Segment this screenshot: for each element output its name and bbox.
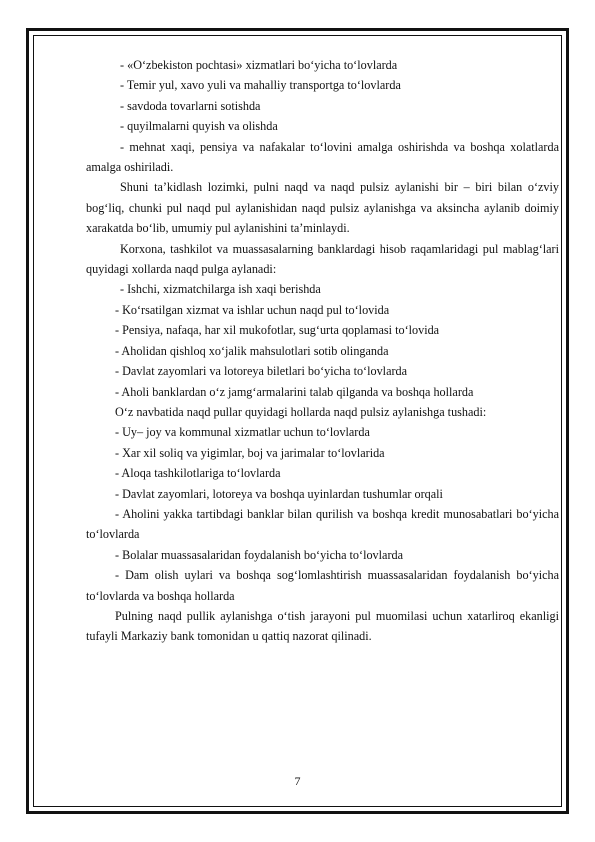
paragraph: - Aholi banklardan o‘z jamg‘armalarini talab qilganda va boshqa hollarda	[115, 384, 474, 399]
paragraph: - «O‘zbekiston pochtasi» xizmatlari bo‘yicha to‘lovlarda	[120, 58, 398, 72]
paragraph: - Davlat zayomlari, lotoreya va boshqa uyinlardan tushumlar orqali	[115, 486, 443, 501]
paragraph: - Aloqa tashkilotlariga to‘lovlarda	[115, 466, 281, 481]
paragraph: - Dam olish uylari va boshqa sog‘lomlashtirish muassasalaridan foydalanish bo‘yicha to‘lovlarda va boshqa hollarda	[86, 568, 559, 603]
paragraph: - Davlat zayomlari va lotoreya biletlari bo‘yicha to‘lovlarda	[115, 364, 408, 379]
paragraph: - mehnat xaqi, pensiya va nafakalar to‘lovini amalga oshirishda va boshqa xolatlarda amalga oshiriladi.	[86, 139, 559, 175]
paragraph: - quyilmalarni quyish va olishda	[120, 119, 278, 134]
paragraph: - Xar xil soliq va yigimlar, boj va jarimalar to‘lovlarida	[115, 445, 385, 460]
paragraph: Shuni ta’kidlash lozimki, pulni naqd va naqd pulsiz aylanishi bir – biri bilan o‘zviy bog‘liq, chunki pul naqd pul aylanishidan naqd pulsiz aylanishga va aksincha aylanib doimiy xarakatda bo‘lib, umumiy pul aylanishini ta’minlaydi.	[86, 180, 559, 236]
paragraph: Korxona, tashkilot va muassasalarning banklardagi hisob raqamlaridagi pul mablag‘lari quyidagi xollarda naqd pulga aylanadi:	[86, 241, 559, 277]
paragraph: - Bolalar muassasalaridan foydalanish bo‘yicha to‘lovlarda	[115, 547, 404, 562]
paragraph: - Ko‘rsatilgan xizmat va ishlar uchun naqd pul to‘lovida	[115, 302, 390, 317]
paragraph: - savdoda tovarlarni sotishda	[120, 98, 261, 113]
page-number: 7	[294, 774, 301, 788]
paragraph: - Aholini yakka tartibdagi banklar bilan qurilish va boshqa kredit munosabatlari bo‘yicha to‘lovlarda	[86, 506, 559, 542]
paragraph: - Pensiya, nafaqa, har xil mukofotlar, sug‘urta qoplamasi to‘lovida	[115, 323, 440, 338]
paragraph: - Ishchi, xizmatchilarga ish xaqi berishda	[120, 282, 321, 297]
paragraph: Pulning naqd pullik aylanishga o‘tish jarayoni pul muomilasi uchun xatarliroq ekanligi tufayli Markaziy bank tomonidan u qattiq nazorat qilinadi.	[86, 608, 559, 644]
paragraph: - Temir yul, xavo yuli va mahalliy transportga to‘lovlarda	[120, 78, 401, 93]
paragraph: O‘z navbatida naqd pullar quyidagi hollarda naqd pulsiz aylanishga tushadi:	[115, 404, 487, 419]
paragraph: - Aholidan qishloq xo‘jalik mahsulotlari sotib olinganda	[115, 343, 389, 358]
paragraph: - Uy– joy va kommunal xizmatlar uchun to‘lovlarda	[115, 425, 370, 440]
document-body	[86, 55, 559, 647]
